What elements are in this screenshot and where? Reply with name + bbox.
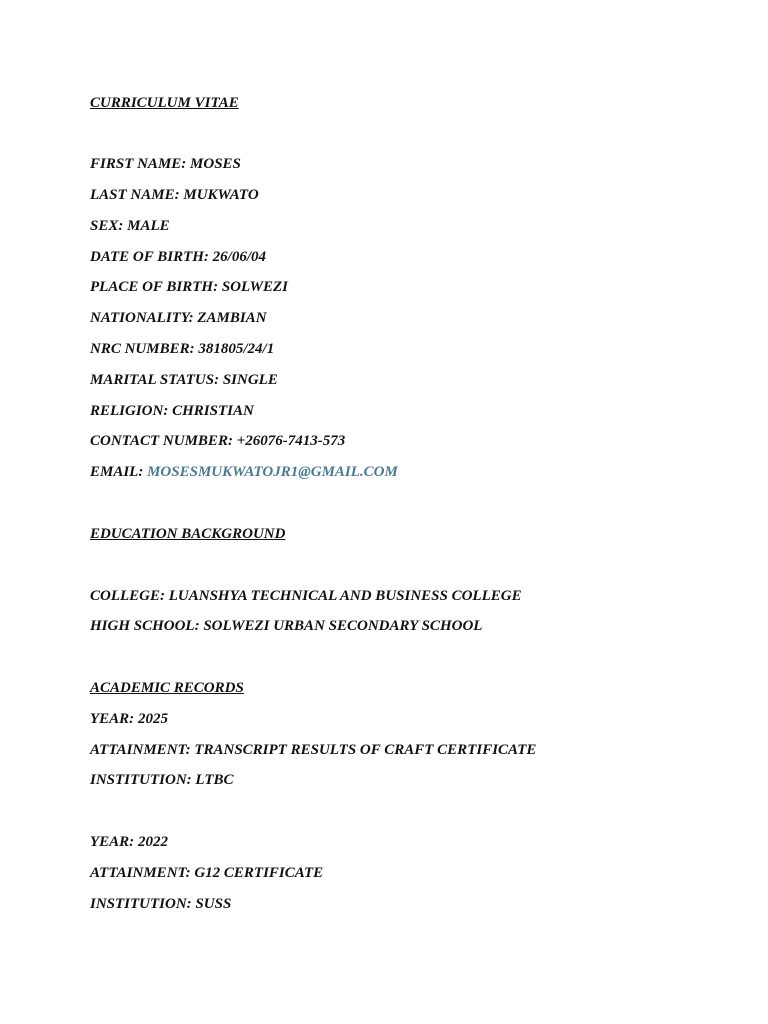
field-label: SEX: bbox=[90, 218, 124, 234]
field-value: SINGLE bbox=[222, 372, 278, 388]
email-link[interactable]: MOSESMUKWATOJR1@GMAIL.COM bbox=[147, 464, 398, 480]
field-value: LUANSHYA TECHNICAL AND BUSINESS COLLEGE bbox=[168, 588, 522, 604]
date-of-birth-line bbox=[90, 248, 266, 266]
field-value: ZAMBIAN bbox=[197, 310, 267, 326]
field-label: ATTAINMENT: bbox=[90, 742, 191, 758]
field-value: SOLWEZI bbox=[221, 279, 288, 295]
field-value: MUKWATO bbox=[183, 187, 259, 203]
marital-status-line bbox=[90, 371, 278, 389]
field-label: DATE OF BIRTH: bbox=[90, 249, 209, 265]
field-label: CONTACT NUMBER: bbox=[90, 433, 233, 449]
field-value: 381805/24/1 bbox=[198, 341, 275, 357]
first-name-line bbox=[90, 155, 241, 173]
field-label: MARITAL STATUS: bbox=[90, 372, 220, 388]
field-value: LTBC bbox=[195, 772, 234, 788]
education-heading: EDUCATION BACKGROUND bbox=[90, 526, 286, 542]
sex-line bbox=[90, 217, 170, 235]
field-label: RELIGION: bbox=[90, 403, 169, 419]
field-label: LAST NAME: bbox=[90, 187, 180, 203]
field-value: 26/06/04 bbox=[212, 249, 267, 265]
record-year-line bbox=[90, 833, 168, 851]
field-label: COLLEGE: bbox=[90, 588, 165, 604]
field-value: MOSES bbox=[190, 156, 241, 172]
field-label: HIGH SCHOOL: bbox=[90, 618, 200, 634]
religion-line bbox=[90, 402, 254, 420]
field-value: MALE bbox=[127, 218, 170, 234]
field-label: EMAIL: bbox=[90, 464, 144, 480]
field-label: YEAR: bbox=[90, 711, 135, 727]
college-line bbox=[90, 587, 522, 605]
field-value: TRANSCRIPT RESULTS OF CRAFT CERTIFICATE bbox=[194, 742, 537, 758]
field-value: 2022 bbox=[137, 834, 168, 850]
record-institution-line bbox=[90, 895, 231, 913]
field-label: FIRST NAME: bbox=[90, 156, 187, 172]
field-value: G12 CERTIFICATE bbox=[194, 865, 324, 881]
email-line bbox=[90, 463, 398, 481]
field-label: NRC NUMBER: bbox=[90, 341, 195, 357]
record-year-line bbox=[90, 710, 168, 728]
nationality-line bbox=[90, 309, 267, 327]
cv-title: CURRICULUM VITAE bbox=[90, 95, 239, 111]
field-value: 2025 bbox=[137, 711, 168, 727]
academic-records-heading: ACADEMIC RECORDS bbox=[90, 680, 244, 696]
field-label: INSTITUTION: bbox=[90, 896, 192, 912]
nrc-number-line bbox=[90, 340, 274, 358]
field-value: SOLWEZI URBAN SECONDARY SCHOOL bbox=[203, 618, 483, 634]
field-label: YEAR: bbox=[90, 834, 135, 850]
field-value: CHRISTIAN bbox=[172, 403, 254, 419]
field-label: PLACE OF BIRTH: bbox=[90, 279, 219, 295]
last-name-line bbox=[90, 186, 259, 204]
field-label: NATIONALITY: bbox=[90, 310, 194, 326]
contact-number-line bbox=[90, 432, 345, 450]
record-attainment-line bbox=[90, 864, 323, 882]
high-school-line bbox=[90, 617, 482, 635]
field-value: +26076-7413-573 bbox=[236, 433, 346, 449]
field-value: SUSS bbox=[195, 896, 232, 912]
field-label: ATTAINMENT: bbox=[90, 865, 191, 881]
record-institution-line bbox=[90, 771, 234, 789]
place-of-birth-line bbox=[90, 278, 288, 296]
record-attainment-line bbox=[90, 741, 536, 759]
field-label: INSTITUTION: bbox=[90, 772, 192, 788]
